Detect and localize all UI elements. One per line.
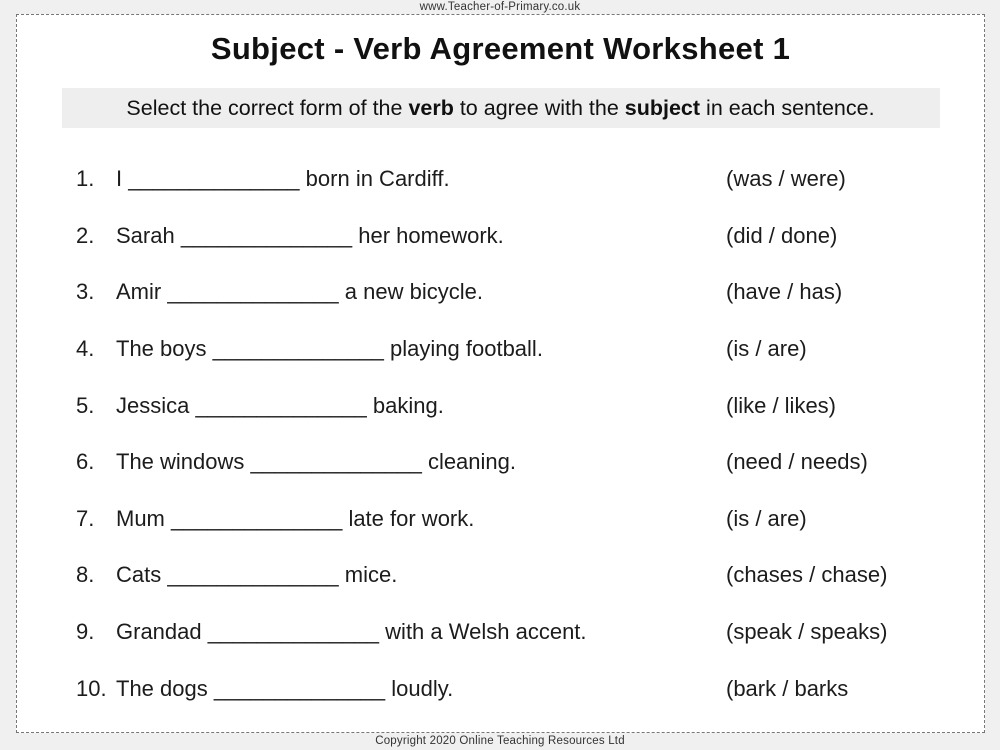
item-text-post: mice. [344,562,398,588]
item-sentence [116,393,444,419]
item-options: (is / are) [726,336,807,362]
item-number: 8. [76,562,95,588]
item-options: (was / were) [726,166,846,192]
item-text-pre: The windows [116,449,245,475]
item-options: (bark / barks [726,675,849,701]
item-number: 2. [76,222,95,248]
item-sentence [116,166,450,192]
item-blank: ______________ [195,392,367,418]
item-sentence [116,619,587,645]
site-url: www.Teacher-of-Primary.co.uk [419,1,581,13]
item-sentence [116,223,504,249]
page-title: Subject - Verb Agreement Worksheet 1 [210,31,791,66]
instruction-text-1: Select the correct form of the [126,96,409,120]
item-number: 10. [76,675,107,701]
instruction-text-3: in each sentence. [700,96,875,120]
item-text-pre: Sarah [116,222,175,248]
item-options: (speak / speaks) [726,619,888,645]
item-blank: ______________ [167,562,339,588]
sentence-list [17,151,984,717]
item-blank: ______________ [128,166,300,192]
item-sentence [116,279,483,305]
worksheet-item [17,151,984,208]
item-blank: ______________ [250,449,422,475]
item-options: (is / are) [726,505,807,531]
item-options: (like / likes) [726,392,837,418]
item-blank: ______________ [171,505,343,531]
item-sentence [116,562,397,588]
instruction-text-2: to agree with the [453,96,625,120]
instruction-bar [62,88,940,128]
item-text-post: her homework. [358,222,504,248]
worksheet-item [17,660,984,717]
copyright-text: Copyright 2020 Online Teaching Resources Ltd [375,735,625,747]
item-blank: ______________ [212,336,384,362]
item-blank: ______________ [167,279,339,305]
item-sentence [116,336,543,362]
item-text-post: with a Welsh accent. [385,619,587,645]
item-number: 9. [76,619,95,645]
worksheet-item [17,208,984,265]
instruction-bold-verb: verb [408,96,454,120]
worksheet-item [17,491,984,548]
item-sentence [116,449,516,475]
item-text-post: late for work. [348,505,475,531]
worksheet-page [16,14,985,733]
item-blank: ______________ [180,222,353,248]
item-text-pre: Jessica [116,392,190,418]
instruction-bold-subject: subject [624,96,701,120]
item-blank: ______________ [207,619,380,645]
item-text-post: cleaning. [427,449,517,475]
item-number: 6. [76,449,95,475]
item-text-pre: I [116,166,123,192]
worksheet-item [17,434,984,491]
item-text-pre: Mum [116,505,165,531]
item-text-post: baking. [372,392,444,418]
item-number: 3. [76,279,95,305]
item-number: 1. [76,166,95,192]
item-text-post: born in Cardiff. [305,166,450,192]
worksheet-item [17,604,984,661]
item-text-post: playing football. [390,336,543,362]
worksheet-item [17,321,984,378]
item-text-pre: Amir [116,279,162,305]
item-text-pre: The dogs [116,675,208,701]
item-number: 5. [76,392,95,418]
item-options: (need / needs) [726,449,868,475]
item-text-post: a new bicycle. [344,279,483,305]
item-number: 4. [76,336,95,362]
worksheet-item [17,264,984,321]
worksheet-item [17,377,984,434]
item-blank: ______________ [213,675,386,701]
item-sentence [116,506,474,532]
item-sentence [116,676,453,702]
item-text-post: loudly. [391,675,454,701]
item-options: (did / done) [726,222,838,248]
item-options: (have / has) [726,279,843,305]
item-text-pre: Grandad [116,619,202,645]
item-text-pre: Cats [116,562,162,588]
item-text-pre: The boys [116,336,207,362]
item-number: 7. [76,505,95,531]
worksheet-item [17,547,984,604]
item-options: (chases / chase) [726,562,888,588]
